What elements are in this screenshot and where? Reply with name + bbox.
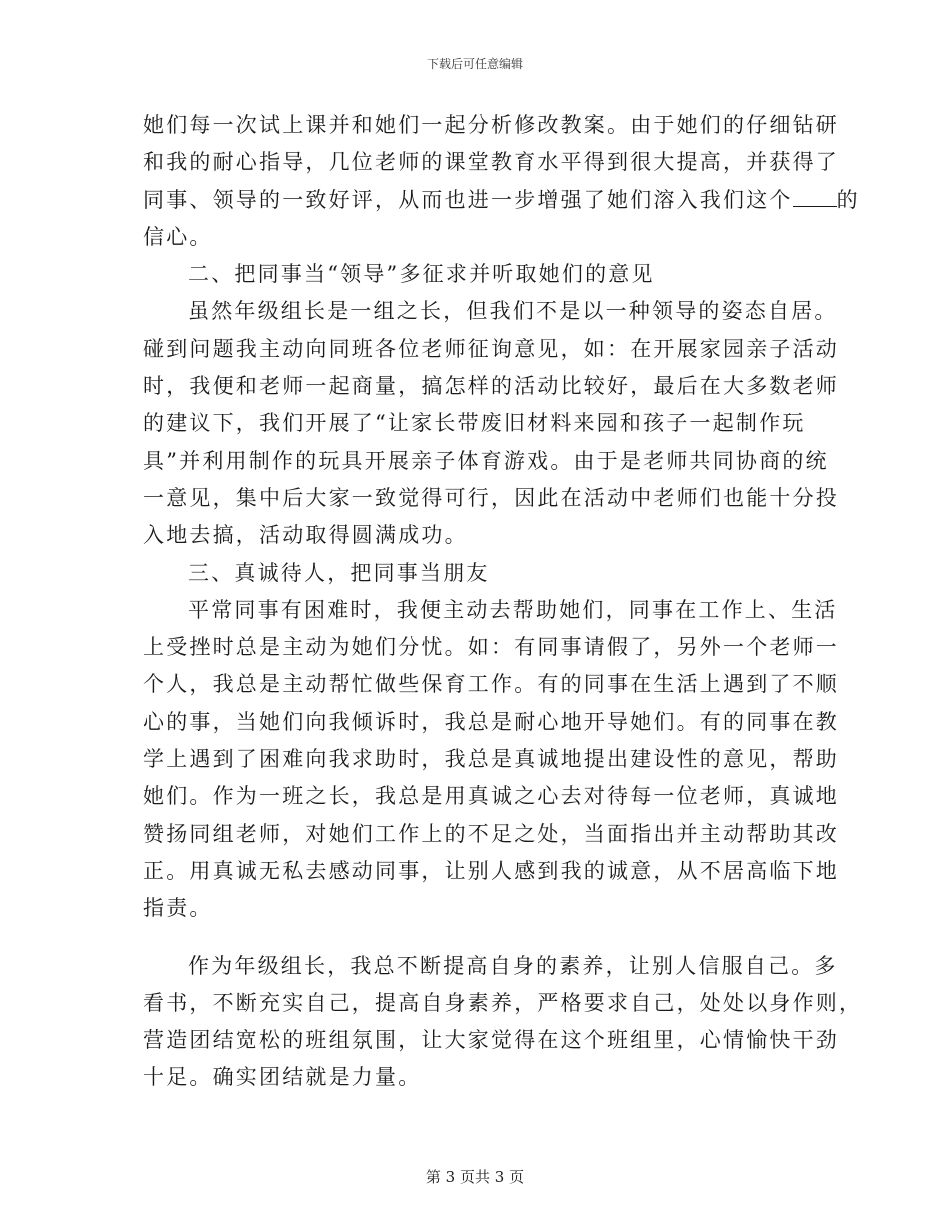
- document-body: [143, 107, 863, 1097]
- paragraph-4: [143, 948, 863, 1097]
- text-line: 营造团结宽松的班组氛围，让大家觉得在这个班组里，心情愉快干劲: [143, 1028, 839, 1053]
- paragraph-3: [143, 592, 839, 928]
- text-line: [143, 182, 860, 219]
- text-line: 正。用真诚无私去感动同事，让别人感到我的诚意，从不居高临下地: [143, 858, 839, 883]
- section-heading-2: 二、把同事当“领导”多征求并听取她们的意见: [188, 262, 655, 287]
- text-line: 看书，不断充实自己，提高自身素养，严格要求自己，处处以身作则，: [143, 990, 863, 1015]
- text-line: 一意见，集中后大家一致觉得可行，因此在活动中老师们也能十分投: [143, 485, 839, 510]
- text-line: 的建议下，我们开展了“让家长带废旧材料来园和孩子一起制作玩: [143, 411, 806, 436]
- text-line: 平常同事有困难时，我便主动去帮助她们，同事在工作上、生活: [188, 597, 838, 622]
- paragraph-spacer: [143, 928, 809, 948]
- text-line: 她们。作为一班之长，我总是用真诚之心去对待每一位老师，真诚地: [143, 784, 839, 809]
- text-line: 时，我便和老师一起商量，搞怎样的活动比较好，最后在大多数老师: [143, 374, 839, 399]
- paragraph-1: [143, 107, 860, 256]
- page-number: 第 3 页共 3 页: [425, 1168, 525, 1186]
- text-line: 她们每一次试上课并和她们一起分析修改教案。由于她们的仔细钻研: [143, 113, 839, 137]
- page-header: 下载后可任意编辑: [426, 57, 523, 71]
- text-line: 学上遇到了困难向我求助时，我总是真诚地提出建设性的意见，帮助: [143, 747, 839, 772]
- text-line: 上受挫时总是主动为她们分忧。如：有同事请假了，另外一个老师一: [143, 635, 839, 660]
- paragraph-2: [143, 293, 839, 554]
- text-line: 赞扬同组老师，对她们工作上的不足之处，当面指出并主动帮助其改: [143, 821, 839, 846]
- section-heading-3: 三、真诚待人，把同事当朋友: [188, 560, 490, 585]
- text-line: 和我的耐心指导，几位老师的课堂教育水平得到很大提高，并获得了: [143, 150, 839, 175]
- text-line: 碰到问题我主动向同班各位老师征询意见，如：在开展家园亲子活动: [143, 336, 839, 361]
- text-line: 心的事，当她们向我倾诉时，我总是耐心地开导她们。有的同事在教: [143, 709, 839, 734]
- text-segment: 的: [836, 187, 860, 212]
- text-line: 入地去搞，活动取得圆满成功。: [143, 523, 468, 548]
- text-line: 作为年级组长，我总不断提高自身的素养，让别人信服自己。多: [188, 953, 838, 978]
- text-line: 信心。: [143, 224, 213, 249]
- text-line: 指责。: [143, 896, 213, 921]
- text-line: 个人，我总是主动帮忙做些保育工作。有的同事在生活上遇到了不顺: [143, 672, 839, 697]
- fill-in-blank: [793, 190, 837, 207]
- text-segment: 同事、领导的一致好评，从而也进一步增强了她们溶入我们这个: [143, 187, 793, 212]
- text-line: 具”并利用制作的玩具开展亲子体育游戏。由于是老师共同协商的统: [143, 448, 829, 473]
- text-line: 虽然年级组长是一组之长，但我们不是以一种领导的姿态自居。: [188, 299, 838, 324]
- text-line: 十足。确实团结就是力量。: [143, 1065, 422, 1090]
